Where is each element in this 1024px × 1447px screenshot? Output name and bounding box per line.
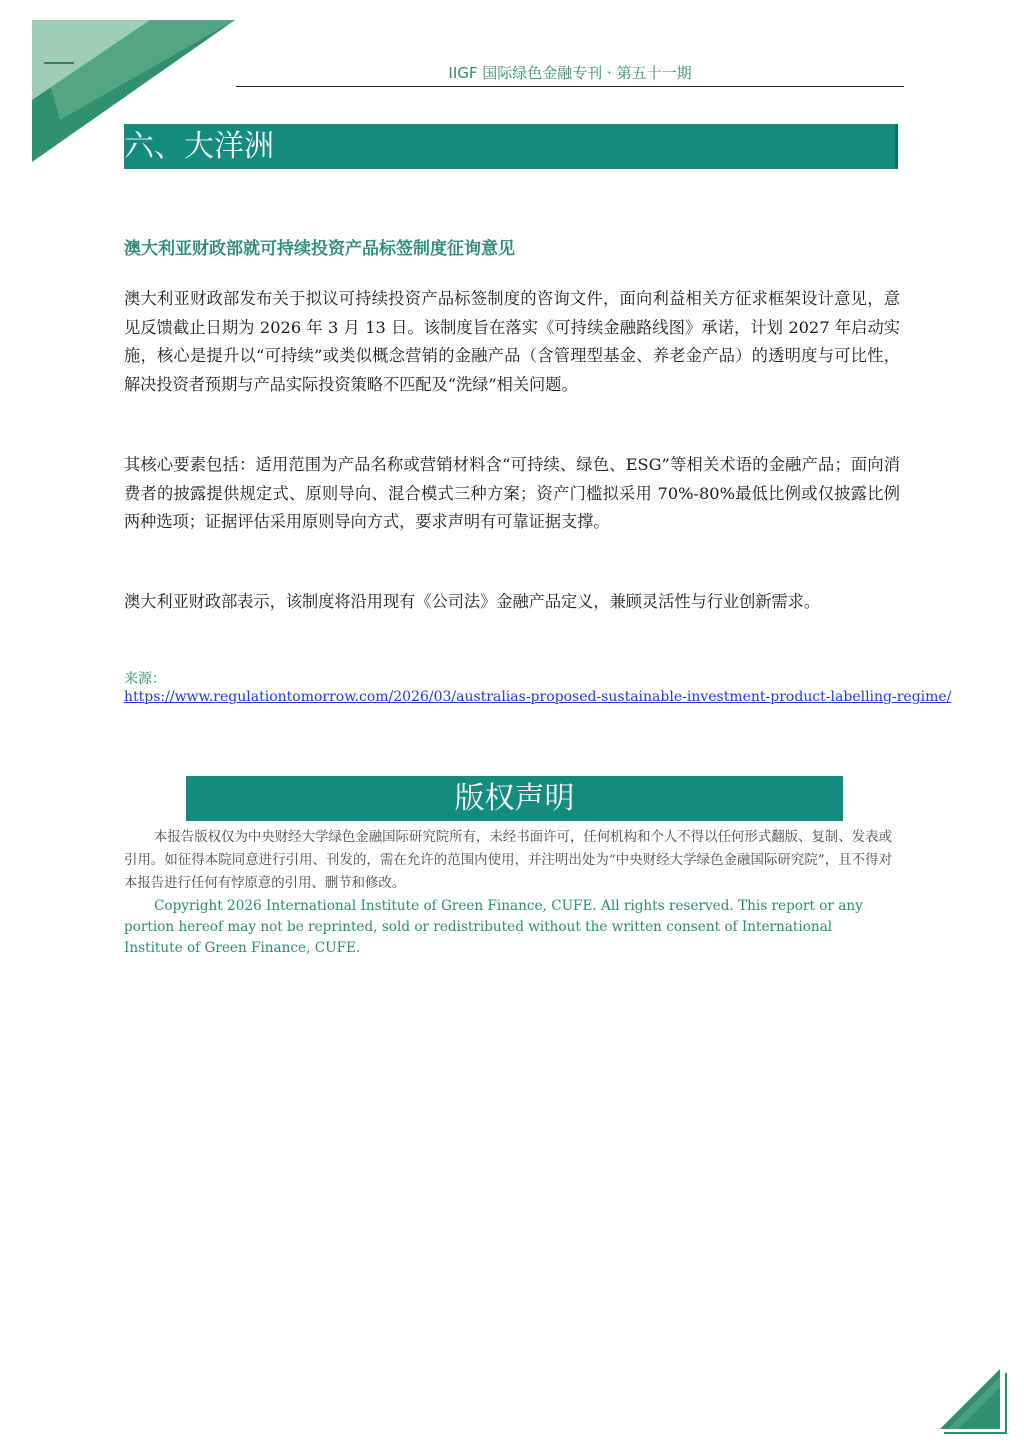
copyright-text-chinese: 本报告版权仅为中央财经大学绿色金融国际研究院所有，未经书面许可，任何机构和个人不得以任何形式翻版、复制、发表或引用。如征得本院同意进行引用、刊发的，需在允许的范围内使用，并注明出处为“中央财经大学绿色金融国际研究院”，且不得对本报告进行任何有悖原意的引用、删节和修改。 — [124, 830, 892, 891]
section-title: 六、大洋洲 — [124, 129, 274, 164]
article-paragraph-2: 其核心要素包括：适用范围为产品名称或营销材料含“可持续、绿色、ESG”等相关术语的金融产品；面向消费者的披露提供规定式、原则导向、混合模式三种方案；资产门槛拟采用 70%-80%最低比例或仅披露比例两种选项；证据评估采用原则导向方式，要求声明有可靠证据支撑。 — [124, 455, 900, 531]
copyright-title-banner: 版权声明 — [186, 776, 843, 821]
source-label: 来源： — [124, 671, 166, 687]
corner-decoration-bottom-right — [934, 1357, 1014, 1437]
header-divider — [236, 86, 904, 87]
section-title-banner — [124, 124, 898, 169]
copyright-text-english: Copyright 2026 International Institute of Green Finance, CUFE. All rights reserved. This report or any portion hereof may not be reprinted, sold or redistributed without the written consent of International Institute of Green Finance, CUFE. — [124, 898, 863, 956]
header-title: IIGF 国际绿色金融专刊 · 第五十一期 — [448, 64, 692, 82]
article-title: 澳大利亚财政部就可持续投资产品标签制度征询意见 — [124, 239, 515, 259]
article-paragraph-1: 澳大利亚财政部发布关于拟议可持续投资产品标签制度的咨询文件，面向利益相关方征求框架设计意见，意见反馈截止日期为 2026 年 3 月 13 日。该制度旨在落实《可持续金融路线图》承诺，计划 2027 年启动实施，核心是提升以“可持续”或类似概念营销的金融产品（含管理型基金、养老金产品）的透明度与可比性，解决投资者预期与产品实际投资策略不匹配及“洗绿”相关问题。 — [124, 289, 900, 394]
article-paragraph-3: 澳大利亚财政部表示，该制度将沿用现有《公司法》金融产品定义，兼顾灵活性与行业创新需求。 — [124, 592, 821, 611]
source-link[interactable]: https://www.regulationtomorrow.com/2026/03/australias-proposed-sustainable-investment-product-labelling-regime/ — [124, 689, 952, 705]
